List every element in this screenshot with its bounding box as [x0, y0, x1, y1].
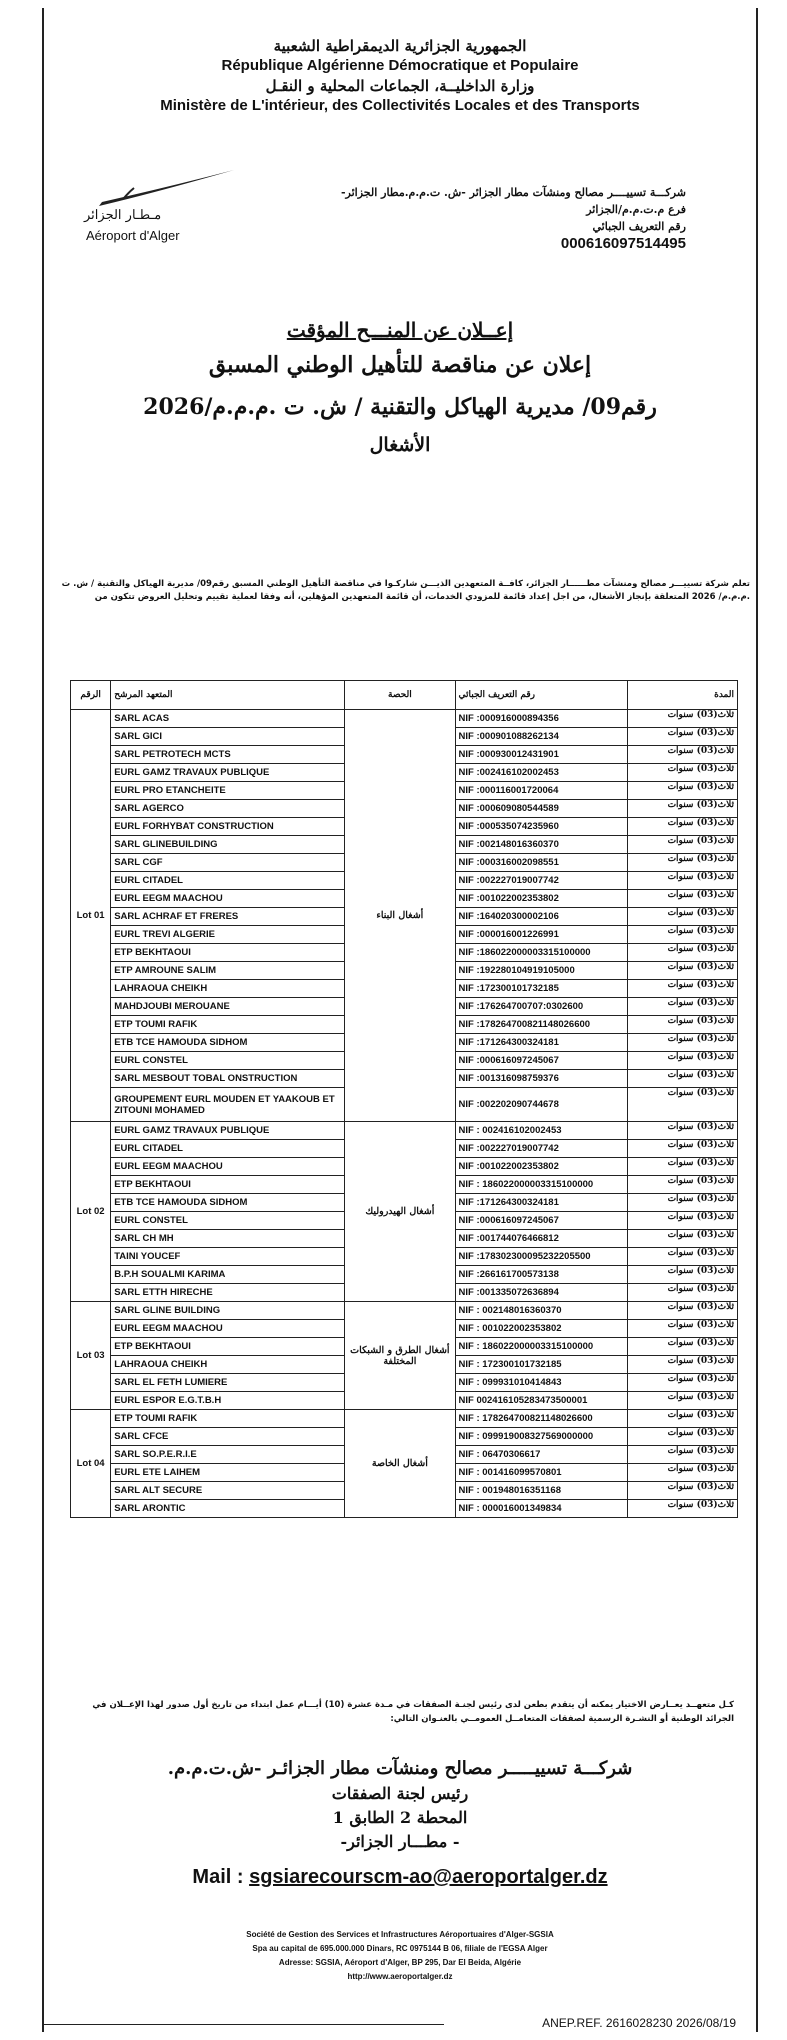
bidder-name: ETP AMROUNE SALIM: [111, 962, 345, 980]
duration-cell: ثلاث(03) سنوات: [627, 782, 737, 800]
footer-line-2: Spa au capital de 695.000.000 Dinars, RC 0975144 B 06, filiale de l'EGSA Alger: [252, 1944, 548, 1953]
bidder-name: SARL ARONTIC: [111, 1500, 345, 1518]
bidder-nif: NIF : 099931010414843: [455, 1374, 627, 1392]
section-cell: أشغال الخاصة: [345, 1410, 455, 1518]
duration-cell: ثلاث(03) سنوات: [627, 1464, 737, 1482]
bidder-nif: NIF :164020300002106: [455, 908, 627, 926]
bidder-nif: NIF : 001416099570801: [455, 1464, 627, 1482]
bidder-nif: NIF :001335072636894: [455, 1284, 627, 1302]
company-line-3: [341, 218, 686, 235]
bidder-nif: NIF : 186022000003315100000: [455, 1338, 627, 1356]
airport-logo: [94, 168, 244, 212]
duration-cell: ثلاث(03) سنوات: [627, 1122, 737, 1140]
duration-cell: ثلاث(03) سنوات: [627, 764, 737, 782]
bidder-nif: NIF :171264300324181: [455, 1194, 627, 1212]
bidder-name: SARL GLINE BUILDING: [111, 1302, 345, 1320]
bidder-nif: NIF :002148016360370: [455, 836, 627, 854]
bidder-nif: NIF :000535074235960: [455, 818, 627, 836]
table-row: [71, 710, 738, 728]
duration-cell: ثلاث(03) سنوات: [627, 962, 737, 980]
header-fr-republic: République Algérienne Démocratique et Populaire: [221, 57, 579, 74]
bidder-nif: NIF :171264300324181: [455, 1034, 627, 1052]
header-lot: الرقم: [71, 681, 111, 710]
lot-cell: Lot 02: [71, 1122, 111, 1302]
bidder-name: LAHRAOUA CHEIKH: [111, 1356, 345, 1374]
duration-cell: ثلاث(03) سنوات: [627, 1302, 737, 1320]
duration-cell: ثلاث(03) سنوات: [627, 800, 737, 818]
bidder-nif: NIF : 172300101732185: [455, 1356, 627, 1374]
lot-cell: Lot 01: [71, 710, 111, 1122]
bidder-name: EURL ESPOR E.G.T.B.H: [111, 1392, 345, 1410]
bidder-name: SARL CGF: [111, 854, 345, 872]
signature-company: شركـــة تسييـــــر مصالح ومنشآت مطار الجزائـر -ش.ت.م.م.: [167, 1758, 633, 1779]
mail-line: [44, 1866, 756, 1889]
bidder-nif: NIF :001316098759376: [455, 1070, 627, 1088]
bidder-nif: NIF :000116001720064: [455, 782, 627, 800]
bidder-name: B.P.H SOUALMI KARIMA: [111, 1266, 345, 1284]
bidder-nif: NIF :002202090744678: [455, 1088, 627, 1122]
table-row: [71, 1122, 738, 1140]
bidder-nif: NIF : 06470306617: [455, 1446, 627, 1464]
duration-cell: ثلاث(03) سنوات: [627, 1284, 737, 1302]
bidder-name: SARL CH MH: [111, 1230, 345, 1248]
bidder-name: ETP BEKHTAOUI: [111, 1176, 345, 1194]
duration-cell: ثلاث(03) سنوات: [627, 854, 737, 872]
bidder-name: SARL ETTH HIRECHE: [111, 1284, 345, 1302]
header-nif: رقم التعريف الجبائي: [455, 681, 627, 710]
duration-cell: ثلاث(03) سنوات: [627, 1176, 737, 1194]
table-body: [71, 710, 738, 1518]
duration-cell: ثلاث(03) سنوات: [627, 818, 737, 836]
bidder-name: SARL AGERCO: [111, 800, 345, 818]
duration-cell: ثلاث(03) سنوات: [627, 836, 737, 854]
header-duration: المدة: [627, 681, 737, 710]
bidder-name: SARL MESBOUT TOBAL ONSTRUCTION: [111, 1070, 345, 1088]
bidder-name: GROUPEMENT EURL MOUDEN ET YAAKOUB ET ZITOUNI MOHAMED: [111, 1088, 345, 1122]
duration-cell: ثلاث(03) سنوات: [627, 1016, 737, 1034]
footer-line-4[interactable]: http://www.aeroportalger.dz: [347, 1972, 453, 1981]
bidder-name: EURL EEGM MAACHOU: [111, 1320, 345, 1338]
section-cell: أشغال الطرق و الشبكات المختلفة: [345, 1302, 455, 1410]
bidder-nif: NIF :002227019007742: [455, 872, 627, 890]
duration-cell: ثلاث(03) سنوات: [627, 1410, 737, 1428]
bidder-name: SARL EL FETH LUMIERE: [111, 1374, 345, 1392]
duration-cell: ثلاث(03) سنوات: [627, 1338, 737, 1356]
duration-cell: ثلاث(03) سنوات: [627, 944, 737, 962]
mail-label: Mail :: [192, 1866, 250, 1888]
duration-cell: ثلاث(03) سنوات: [627, 746, 737, 764]
duration-cell: ثلاث(03) سنوات: [627, 1356, 737, 1374]
company-nif-label: رقم التعريف الجبائي: [592, 220, 686, 233]
bidder-nif: NIF : 186022000003315100000: [455, 1176, 627, 1194]
header-section: الحصة: [345, 681, 455, 710]
announcement-titles: [44, 318, 756, 456]
bidder-nif: NIF :176264700707:0302600: [455, 998, 627, 1016]
bidder-name: SARL PETROTECH MCTS: [111, 746, 345, 764]
bidder-name: ETB TCE HAMOUDA SIDHOM: [111, 1034, 345, 1052]
bidder-nif: NIF :178264700821148026600: [455, 1016, 627, 1034]
bidder-name: EURL ETE LAIHEM: [111, 1464, 345, 1482]
bidder-name: EURL EEGM MAACHOU: [111, 890, 345, 908]
bidder-nif: NIF :000316002098551: [455, 854, 627, 872]
bidder-nif: NIF : 001022002353802: [455, 1320, 627, 1338]
bidder-nif: NIF : 001948016351168: [455, 1482, 627, 1500]
bidder-nif: NIF :000616097245067: [455, 1052, 627, 1070]
bidder-name: EURL CONSTEL: [111, 1052, 345, 1070]
bidder-nif: NIF :000016001226991: [455, 926, 627, 944]
header-fr-ministry: Ministère de L'intérieur, des Collectivités Locales et des Transports: [160, 97, 640, 114]
duration-cell: ثلاث(03) سنوات: [627, 890, 737, 908]
duration-cell: ثلاث(03) سنوات: [627, 728, 737, 746]
bidder-nif: NIF :000916000894356: [455, 710, 627, 728]
logo-company-block: [44, 168, 756, 268]
duration-cell: ثلاث(03) سنوات: [627, 1428, 737, 1446]
duration-cell: ثلاث(03) سنوات: [627, 1500, 737, 1518]
bidder-name: LAHRAOUA CHEIKH: [111, 980, 345, 998]
intro-paragraph: تعلم شركة تسييـــر مصالح ومنشآت مطــــــار الجزائر، كافــة المتعهدين الذيـــن شاركـوا في مناقصة التأهيل الوطني المسبق رقم09/ مديرية الهياكل والتقنية / ش. ت .م.م.م/ 2026 المتعلقة بإنجاز الأشغال، من اجل إعداد قائمة للمزودي الخدمات، أن قائمة المتعهدين المؤهلين، أنه وفقا لعملية تقييم وتحليل العروض تتكون من: [61, 579, 750, 602]
signature-committee: رئيس لجنة الصفقات: [331, 1784, 469, 1803]
bidder-nif: NIF : 000016001349834: [455, 1500, 627, 1518]
duration-cell: ثلاث(03) سنوات: [627, 926, 737, 944]
duration-cell: ثلاث(03) سنوات: [627, 1052, 737, 1070]
bidder-nif: NIF :172300101732185: [455, 980, 627, 998]
lot-cell: Lot 04: [71, 1410, 111, 1518]
mail-address-link[interactable]: sgsiarecourscm-ao@aeroportalger.dz: [249, 1866, 608, 1888]
bidder-name: EURL FORHYBAT CONSTRUCTION: [111, 818, 345, 836]
bidder-nif: NIF :000930012431901: [455, 746, 627, 764]
bidder-name: EURL CONSTEL: [111, 1212, 345, 1230]
bidder-name: ETP TOUMI RAFIK: [111, 1016, 345, 1034]
duration-cell: ثلاث(03) سنوات: [627, 1266, 737, 1284]
bidder-nif: NIF :186022000003315100000: [455, 944, 627, 962]
duration-cell: ثلاث(03) سنوات: [627, 1482, 737, 1500]
duration-cell: ثلاث(03) سنوات: [627, 1212, 737, 1230]
bidder-nif: NIF :266161700573138: [455, 1266, 627, 1284]
bidder-nif: NIF :002416102002453: [455, 764, 627, 782]
footer-line-3: Adresse: SGSIA, Aéroport d'Alger, BP 295, Dar El Beida, Algérie: [278, 1958, 522, 1967]
section-cell: أشغال الهيدروليك: [345, 1122, 455, 1302]
duration-cell: ثلاث(03) سنوات: [627, 980, 737, 998]
bidder-name: SARL CFCE: [111, 1428, 345, 1446]
logo-fr-text: Aéroport d'Alger: [86, 228, 180, 243]
section-cell: أشغال البناء: [345, 710, 455, 1122]
bidder-nif: NIF :002227019007742: [455, 1140, 627, 1158]
bidder-name: ETP BEKHTAOUI: [111, 944, 345, 962]
duration-cell: ثلاث(03) سنوات: [627, 1070, 737, 1088]
header-name: المتعهد المرشح: [111, 681, 345, 710]
duration-cell: ثلاث(03) سنوات: [627, 872, 737, 890]
bidder-name: TAINI YOUCEF: [111, 1248, 345, 1266]
footer-block: [44, 1928, 756, 1984]
title-reference: رقم09/ مديرية الهياكل والتقنية / ش. ت .م.م.م/2026: [143, 394, 657, 420]
bidder-nif: NIF :001022002353802: [455, 1158, 627, 1176]
bidder-nif: NIF :000901088262134: [455, 728, 627, 746]
table-row: [71, 1302, 738, 1320]
bidder-name: SARL ACHRAF ET FRERES: [111, 908, 345, 926]
official-header: [44, 36, 756, 116]
table-row: [71, 1410, 738, 1428]
bidder-name: SARL GICI: [111, 728, 345, 746]
footer-line-1: Société de Gestion des Services et Infrastructures Aéroportuaires d'Alger-SGSIA: [246, 1930, 554, 1939]
duration-cell: ثلاث(03) سنوات: [627, 1230, 737, 1248]
announcement-page: [42, 8, 758, 2032]
duration-cell: ثلاث(03) سنوات: [627, 710, 737, 728]
header-ar-ministry: وزارة الداخليــة، الجماعات المحلية و النقـل: [265, 77, 535, 95]
bidder-nif: NIF :001744076466812: [455, 1230, 627, 1248]
bidder-nif: NIF :000609080544589: [455, 800, 627, 818]
title-works: الأشغال: [369, 434, 431, 456]
anep-reference: ANEP.REF. 2616028230 2026/08/19: [542, 2016, 736, 2030]
bidder-nif: NIF 002416105283473500001: [455, 1392, 627, 1410]
bidder-name: EURL TREVI ALGERIE: [111, 926, 345, 944]
duration-cell: ثلاث(03) سنوات: [627, 1088, 737, 1122]
qualified-bidders-table: [70, 680, 738, 1518]
bidder-nif: NIF : 002416102002453: [455, 1122, 627, 1140]
bidder-nif: NIF :192280104919105000: [455, 962, 627, 980]
duration-cell: ثلاث(03) سنوات: [627, 1446, 737, 1464]
signature-block: [44, 1756, 756, 1854]
bidder-name: SARL ALT SECURE: [111, 1482, 345, 1500]
table-header-row: [71, 681, 738, 710]
bidder-name: EURL PRO ETANCHEITE: [111, 782, 345, 800]
duration-cell: ثلاث(03) سنوات: [627, 1034, 737, 1052]
company-line-1: شركـــة تسييــــر مصالح ومنشآت مطار الجزائر -ش. ت.م.م.مطار الجزائر-: [340, 186, 686, 199]
duration-cell: ثلاث(03) سنوات: [627, 1320, 737, 1338]
lot-cell: Lot 03: [71, 1302, 111, 1410]
title-provisional-award: إعــلان عن المنـــح المؤقت: [286, 318, 514, 342]
duration-cell: ثلاث(03) سنوات: [627, 1194, 737, 1212]
duration-cell: ثلاث(03) سنوات: [627, 1158, 737, 1176]
duration-cell: ثلاث(03) سنوات: [627, 998, 737, 1016]
bidder-nif: NIF :001022002353802: [455, 890, 627, 908]
bidder-name: EURL EEGM MAACHOU: [111, 1158, 345, 1176]
duration-cell: ثلاث(03) سنوات: [627, 1140, 737, 1158]
airport-swoosh-icon: [94, 168, 244, 208]
duration-cell: ثلاث(03) سنوات: [627, 1392, 737, 1410]
bidder-name: ETP BEKHTAOUI: [111, 1338, 345, 1356]
bidder-name: SARL ACAS: [111, 710, 345, 728]
signature-terminal: المحطة 2 الطابق 1: [332, 1808, 468, 1827]
bidder-nif: NIF : 178264700821148026600: [455, 1410, 627, 1428]
signature-airport: - مطـــار الجزائر-: [340, 1832, 460, 1851]
closing-paragraph: كـل متعهــد يعــارض الاختيار يمكنه أن يتقدم بطعن لدى رئيس لجنـة الصفقات في مـدة عشرة (10) أيـــام عمل ابتداء من تاريخ أول صدور لهذا الإعــلان في الجرائد الوطنية أو النشـرة الرسمية لصفقات المتعامــل العمومــي بالعنـوان التالي:: [92, 1700, 734, 1724]
bidder-name: EURL CITADEL: [111, 1140, 345, 1158]
bidder-name: ETB TCE HAMOUDA SIDHOM: [111, 1194, 345, 1212]
duration-cell: ثلاث(03) سنوات: [627, 1248, 737, 1266]
bidder-name: EURL GAMZ TRAVAUX PUBLIQUE: [111, 1122, 345, 1140]
bidder-name: EURL GAMZ TRAVAUX PUBLIQUE: [111, 764, 345, 782]
bidder-name: SARL GLINEBUILDING: [111, 836, 345, 854]
company-nif: 000616097514495: [560, 235, 686, 252]
bidder-name: SARL SO.P.E.R.I.E: [111, 1446, 345, 1464]
header-ar-republic: الجمهورية الجزائرية الديمقراطية الشعبية: [273, 37, 527, 55]
duration-cell: ثلاث(03) سنوات: [627, 1374, 737, 1392]
company-line-2: فرع م.ت.م.م/الجزائر: [586, 203, 686, 216]
bidder-name: ETP TOUMI RAFIK: [111, 1410, 345, 1428]
bidder-nif: NIF : 002148016360370: [455, 1302, 627, 1320]
duration-cell: ثلاث(03) سنوات: [627, 908, 737, 926]
reference-rule: [44, 2024, 444, 2025]
logo-ar-text: مـطـار الجزائر: [84, 208, 162, 223]
title-tender: إعلان عن مناقصة للتأهيل الوطني المسبق: [208, 352, 592, 378]
bidder-nif: NIF :000616097245067: [455, 1212, 627, 1230]
bidder-name: MAHDJOUBI MEROUANE: [111, 998, 345, 1016]
company-info: [341, 184, 686, 252]
bidder-nif: NIF : 099919008327569000000: [455, 1428, 627, 1446]
bidder-name: EURL CITADEL: [111, 872, 345, 890]
bidder-nif: NIF :178302300095232205500: [455, 1248, 627, 1266]
